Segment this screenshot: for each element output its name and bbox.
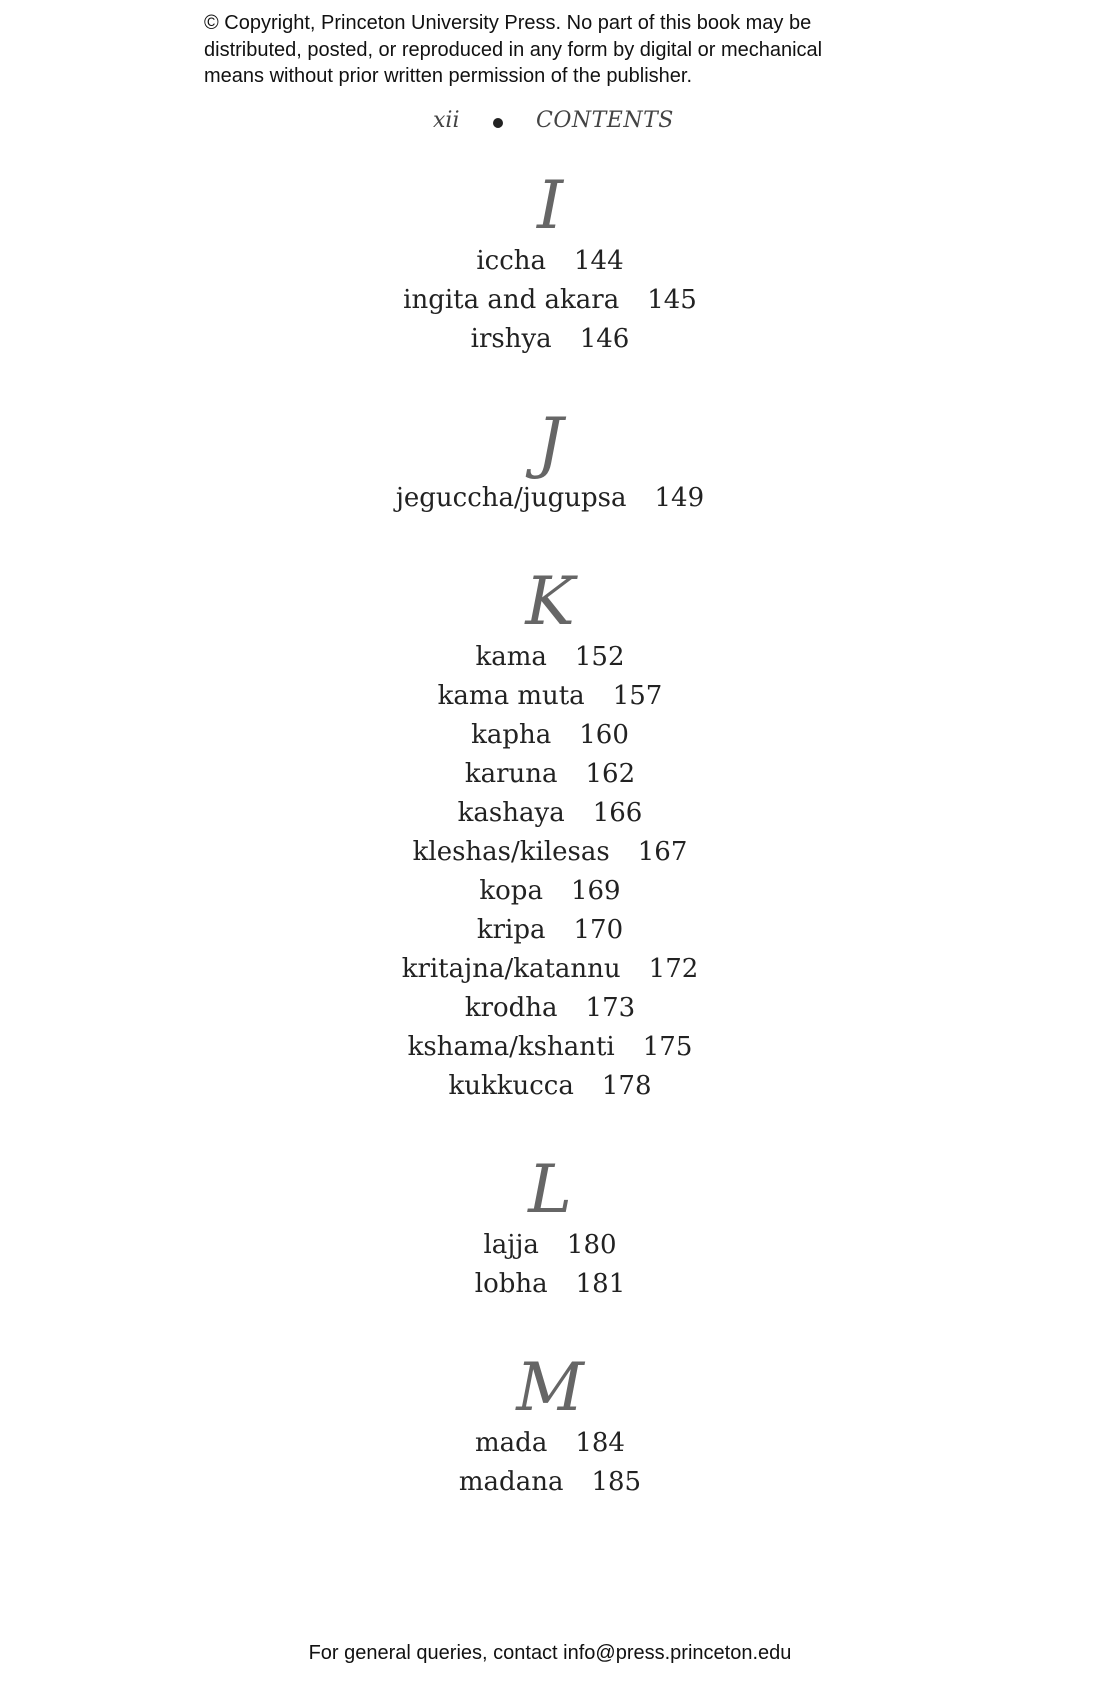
contents-entry xyxy=(0,1463,1100,1502)
entry-page-number: 149 xyxy=(654,483,705,513)
entry-page-number: 172 xyxy=(648,954,699,984)
section-letter: M xyxy=(516,1349,584,1426)
contents-entry xyxy=(0,479,1100,518)
contents-entry xyxy=(0,1424,1100,1463)
contents-entry xyxy=(0,716,1100,755)
entry-term: kama muta xyxy=(437,681,585,711)
section-letter: I xyxy=(536,167,564,244)
entry-page-number: 145 xyxy=(647,285,697,315)
contents-section xyxy=(0,1349,1100,1502)
entry-page-number: 157 xyxy=(612,681,663,711)
entry-term: kleshas/kilesas xyxy=(412,837,610,867)
contents-entry xyxy=(0,1028,1100,1067)
contents-section xyxy=(0,167,1100,359)
entry-page-number: 144 xyxy=(574,246,624,276)
contents-entry xyxy=(0,833,1100,872)
entry-term: ingita and akara xyxy=(403,285,620,315)
entry-page-number: 173 xyxy=(585,993,636,1023)
entry-term: kashaya xyxy=(457,798,565,828)
contents-section xyxy=(0,563,1100,1106)
entry-term: kama xyxy=(475,642,547,672)
entry-page-number: 180 xyxy=(566,1230,617,1260)
entry-page-number: 167 xyxy=(637,837,688,867)
copyright-line: © Copyright, Princeton University Press. No part of this book may be xyxy=(204,12,812,34)
entry-term: irshya xyxy=(470,324,552,354)
entry-page-number: 181 xyxy=(575,1269,626,1299)
entry-term: kukkucca xyxy=(448,1071,574,1101)
entry-term: madana xyxy=(458,1467,564,1497)
copyright-line: distributed, posted, or reproduced in any form by digital or mechanical xyxy=(204,38,823,61)
entry-term: kopa xyxy=(479,876,543,906)
contents-entry xyxy=(0,755,1100,794)
entry-page-number: 175 xyxy=(642,1032,693,1062)
entry-page-number: 178 xyxy=(601,1071,652,1101)
entry-term: jeguccha/jugupsa xyxy=(395,483,627,513)
entry-page-number: 169 xyxy=(570,876,621,906)
running-head-title: CONTENTS xyxy=(536,108,674,133)
entry-term: karuna xyxy=(464,759,558,789)
copyright-line: means without prior written permission of the publisher. xyxy=(204,65,693,87)
contents-entry xyxy=(0,794,1100,833)
contents-entry xyxy=(0,638,1100,677)
section-letter: J xyxy=(536,404,564,481)
copyright-notice xyxy=(204,10,904,90)
entry-term: mada xyxy=(475,1428,548,1458)
contents-entry xyxy=(0,281,1100,320)
contents-entry xyxy=(0,677,1100,716)
entry-term: kshama/kshanti xyxy=(407,1032,615,1062)
section-letter: L xyxy=(528,1151,572,1228)
section-letter: K xyxy=(525,563,575,640)
contents-list xyxy=(0,167,1100,1502)
entry-page-number: 185 xyxy=(591,1467,642,1497)
entry-term: kapha xyxy=(471,720,552,750)
contents-section xyxy=(0,404,1100,518)
entry-page-number: 184 xyxy=(575,1428,625,1458)
contents-entry xyxy=(0,1067,1100,1106)
entry-term: lobha xyxy=(474,1269,548,1299)
entry-term: kripa xyxy=(476,915,546,945)
entry-term: krodha xyxy=(464,993,558,1023)
entry-page-number: 146 xyxy=(579,324,630,354)
contents-entry xyxy=(0,872,1100,911)
entry-page-number: 152 xyxy=(574,642,625,672)
contents-entry xyxy=(0,1265,1100,1304)
contents-entry xyxy=(0,989,1100,1028)
entry-term: lajja xyxy=(483,1230,539,1260)
entry-page-number: 166 xyxy=(592,798,643,828)
contents-entry xyxy=(0,1226,1100,1265)
page-folio: xii xyxy=(433,108,460,133)
bullet-separator-icon xyxy=(493,118,503,128)
contents-section xyxy=(0,1151,1100,1304)
contents-entry xyxy=(0,950,1100,989)
entry-page-number: 170 xyxy=(573,915,624,945)
entry-page-number: 160 xyxy=(579,720,629,750)
footer-contact: For general queries, contact info@press.princeton.edu xyxy=(308,1642,792,1664)
entry-page-number: 162 xyxy=(585,759,636,789)
entry-term: kritajna/katannu xyxy=(401,954,621,984)
contents-entry xyxy=(0,911,1100,950)
contents-entry xyxy=(0,320,1100,359)
contents-entry xyxy=(0,242,1100,281)
entry-term: iccha xyxy=(476,246,547,276)
